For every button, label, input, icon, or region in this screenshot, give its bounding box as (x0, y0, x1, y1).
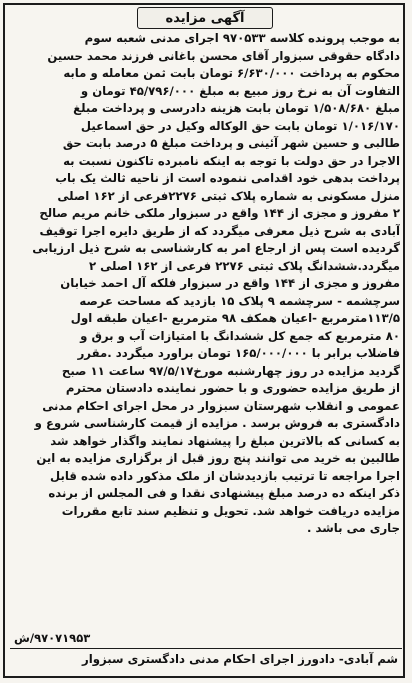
notice-line: آبادی به شرح ذیل معرفی میگردد که از طریق دایره اجرا توقیف (39, 223, 400, 238)
notice-line: مبلغ ۱/۵۰۸/۶۸۰ تومان بابت هزینه دادرسی و پرداخت مبلغ (73, 101, 400, 115)
notice-line: طالبین به خرید می توانند پنج روز قبل از برگزاری مزایده به این (36, 451, 400, 465)
signature-line: شم آبادی- دادورز اجرای احکام مدنی دادگستری سبزوار (82, 652, 398, 666)
notice-line: مزایده دریافت خواهد شد. تحویل و تنظیم سند تابع مقررات (61, 503, 400, 518)
notice-line: ۱/۰۱۶/۱۷۰ تومان بابت حق الوکاله وکیل در حق اسماعیل (80, 118, 400, 133)
notice-line: مفروز و مجزی از ۱۴۴ واقع در سبزوار فلکه آل احمد خیابان (60, 276, 400, 290)
notice-line: گردیده است پس از ارجاع امر به کارشناسی به شرح ذیل ارزیابی (32, 241, 400, 255)
notice-line: عمومی و انقلاب شهرستان سبزوار در محل اجرای احکام مدنی (42, 398, 400, 413)
footer-divider (10, 648, 402, 649)
notice-line: از طریق مزایده حضوری و با حضور نماینده دادستان محترم (65, 381, 400, 395)
notice-line: طالبی و حسین شهر آئینی و پرداخت مبلغ ۵ درصد بابت حق (62, 136, 400, 150)
notice-line: ۸۰ مترمربع که جمع کل ششدانگ با امتیازات آب و برق و (80, 328, 400, 343)
notice-line: ذکر اینکه ده درصد مبلغ پیشنهادی نقدا و فی المجلس از برنده (48, 486, 400, 500)
notice-line: دادگستری به فروش برسد . مزایده از قیمت کارشناسی شروع و (34, 416, 400, 430)
notice-line: ۲ مفروز و مجزی از ۱۴۴ واقع در سبزوار ملکی خانم مریم صالح (39, 206, 400, 220)
notice-line: ۱۱۳/۵مترمربع -اعیان همکف ۹۸ مترمربع -اعیان طبقه اول (70, 311, 400, 325)
notice-line: منزل مسکونی به شماره پلاک ثبتی ۲۲۷۶فرعی از ۱۶۲ اصلی (57, 188, 400, 203)
notice-line: به موجب پرونده کلاسه ۹۷۰۵۳۳ اجرای مدنی شعبه سوم (84, 31, 400, 45)
notice-line: جاری می باشد . (307, 521, 400, 535)
notice-line: پرداخت بدهی خود اقدامی ننموده است از ناحیه ثالث یک باب (55, 171, 400, 185)
notice-line: فاضلاب برابر با ۱۶۵/۰۰۰/۰۰۰ تومان براورد میگردد .مقرر (77, 346, 400, 360)
notice-line: سرچشمه - سرچشمه ۹ پلاک ۱۵ بازدید که مساحت عرصه (79, 293, 400, 308)
notice-title-text: آگهی مزایده (165, 10, 245, 26)
notice-line: به کسانی که بالاترین مبلغ را پیشنهاد نمایند واگذار خواهد شد (50, 433, 400, 448)
notice-title (137, 7, 273, 29)
notice-line: دادگاه حقوقی سبزوار آقای محسن باغانی فرزند محمد حسین (47, 48, 400, 63)
notice-line: گردید مزایده در روز چهارشنبه مورخ۹۷/۵/۱۷ ساعت ۱۱ صبح (61, 363, 400, 378)
notice-line: محکوم به پرداخت ۶/۶۳۰/۰۰۰ تومان بابت ثمن معامله و مابه (63, 66, 400, 80)
notice-line: التفاوت آن به نرخ روز مبیع به مبلغ ۴۵/۷۹۶/۰۰۰ تومان و (80, 83, 400, 98)
notice-line: اجرا مراجعه تا ترتیب بازدیدشان از ملک مذکور داده شده قابل (50, 468, 400, 483)
notice-line: الاجرا در حق دولت با توجه به اینکه نامبرده تاکنون نسبت به (63, 153, 400, 168)
notice-body (14, 30, 400, 538)
reference-number: ۹۷۰۷۱۹۵۳/ش (14, 631, 91, 645)
notice-line: میگردد.ششدانگ پلاک ثبتی ۲۲۷۶ فرعی از ۱۶۲ اصلی ۲ (88, 258, 400, 273)
